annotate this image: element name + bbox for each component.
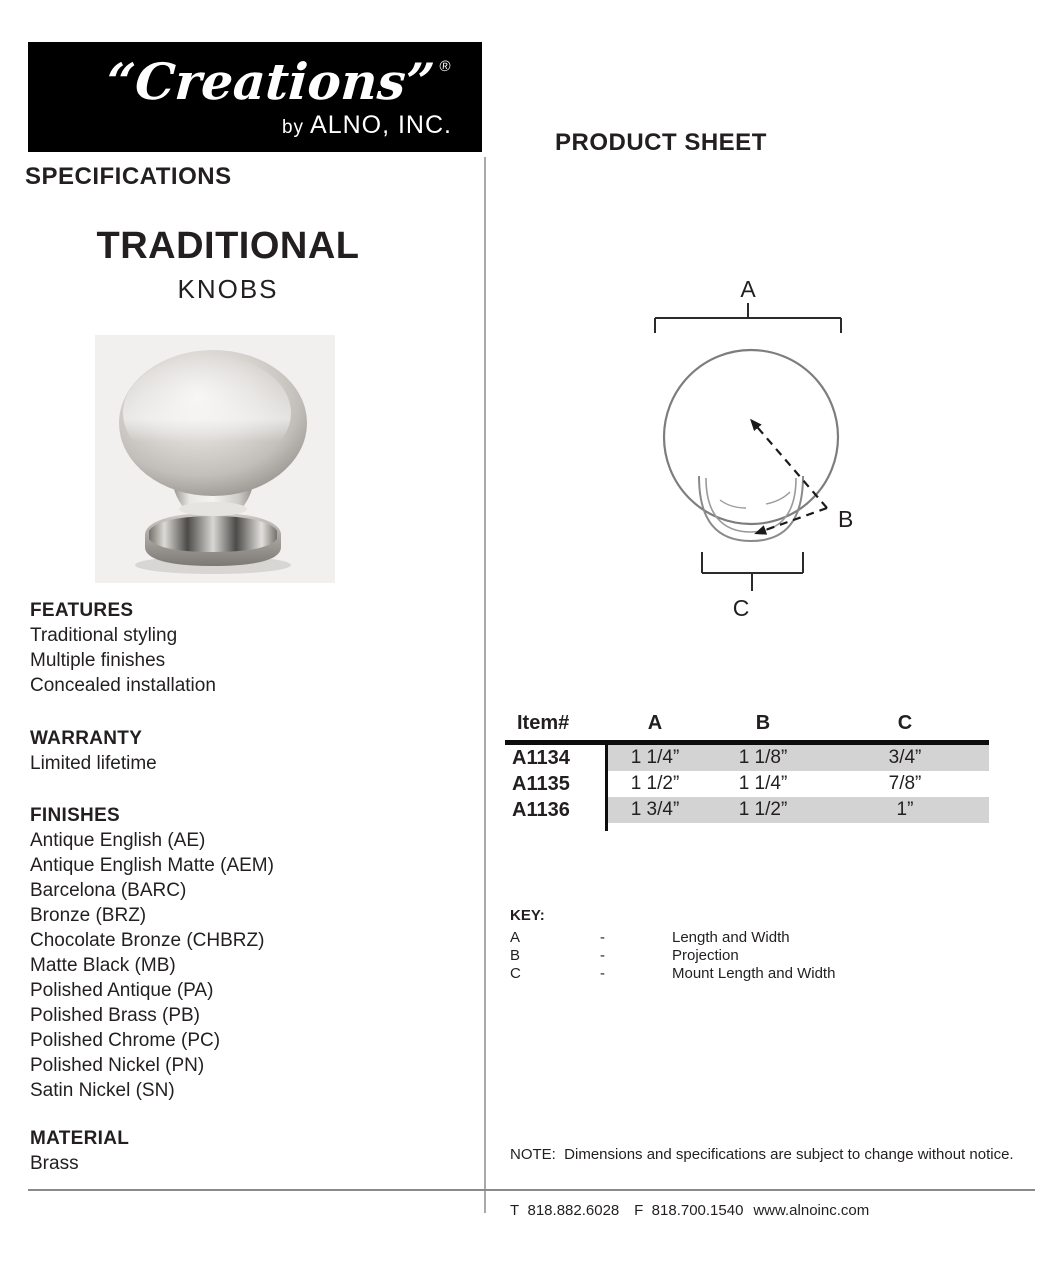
item-number: A1135 <box>512 773 570 795</box>
dim-a-value: 1 3/4” <box>630 799 680 820</box>
knob-photo-illustration <box>95 335 335 583</box>
registered-trademark-symbol: ® <box>438 58 452 75</box>
finish-item: Matte Black (MB) <box>30 955 176 976</box>
features-item: Traditional styling <box>30 625 178 646</box>
logo-wordmark: “Creations” <box>104 52 437 111</box>
warranty-section <box>30 726 460 776</box>
knob-top-highlight <box>123 355 291 471</box>
key-letter: A <box>510 929 521 946</box>
finish-item: Polished Chrome (PC) <box>30 1030 221 1051</box>
finish-item: Satin Nickel (SN) <box>30 1080 175 1101</box>
key-letter: B <box>510 947 521 964</box>
diagram-label-a: A <box>740 276 756 302</box>
footer-rule <box>28 1189 1035 1191</box>
column-divider-line <box>484 157 486 1213</box>
finish-item: Polished Brass (PB) <box>30 1005 201 1026</box>
finish-item: Polished Antique (PA) <box>30 980 214 1001</box>
finish-item: Bronze (BRZ) <box>30 905 147 926</box>
key-description: Projection <box>672 947 739 964</box>
finishes-title: FINISHES <box>30 805 121 826</box>
footer-website: www.alnoinc.com <box>753 1202 870 1219</box>
dimension-diagram-drawing <box>620 262 940 628</box>
product-family-title: TRADITIONAL <box>96 225 360 267</box>
creations-logo <box>28 42 482 152</box>
item-number: A1134 <box>512 747 570 769</box>
dim-b-value: 1 1/4” <box>738 773 788 794</box>
knob-top-outline <box>664 350 838 524</box>
logo-script-text <box>96 52 460 111</box>
table-header-c: C <box>897 712 913 734</box>
finish-item: Antique English (AE) <box>30 830 206 851</box>
key-description: Length and Width <box>672 929 790 946</box>
table-row <box>505 745 989 771</box>
diagram-label-c: C <box>732 595 750 621</box>
table-row <box>505 797 989 823</box>
warranty-item: Limited lifetime <box>30 753 157 774</box>
key-row <box>510 947 970 965</box>
finish-item: Polished Nickel (PN) <box>30 1055 205 1076</box>
logo-by-text: by <box>281 117 305 138</box>
key-dash: - <box>600 947 605 964</box>
knob-stem-ring <box>179 502 247 516</box>
material-title: MATERIAL <box>30 1128 130 1149</box>
table-row <box>505 771 989 797</box>
logo-company-name: ALNO, INC. <box>310 111 452 139</box>
logo-byline <box>282 111 452 140</box>
table-header-item: Item# <box>517 712 570 734</box>
finish-item: Antique English Matte (AEM) <box>30 855 274 876</box>
table-header-a: A <box>647 712 663 734</box>
dim-c-value: 7/8” <box>888 773 922 794</box>
product-title-block <box>28 225 428 305</box>
specifications-heading: SPECIFICATIONS <box>25 163 232 190</box>
features-section <box>30 598 460 698</box>
footer-phone: T 818.882.6028 <box>510 1202 620 1219</box>
finish-item: Chocolate Bronze (CHBRZ) <box>30 930 265 951</box>
size-table <box>505 710 989 832</box>
key-dash: - <box>600 929 605 946</box>
dim-c-value: 3/4” <box>888 747 922 768</box>
features-title: FEATURES <box>30 600 134 621</box>
footer-fax: F 818.700.1540 <box>634 1202 744 1219</box>
dim-a-value: 1 1/4” <box>630 747 680 768</box>
key-row <box>510 929 970 947</box>
dimension-diagram <box>620 262 940 628</box>
knob-base-reflections <box>149 516 277 552</box>
dim-c-value: 1” <box>896 799 914 820</box>
key-row <box>510 965 970 983</box>
dim-a-value: 1 1/2” <box>630 773 680 794</box>
table-header-b: B <box>755 712 771 734</box>
features-item: Multiple finishes <box>30 650 166 671</box>
key-description: Mount Length and Width <box>672 965 836 982</box>
material-item: Brass <box>30 1153 79 1174</box>
finishes-section <box>30 803 460 1103</box>
dim-b-value: 1 1/8” <box>738 747 788 768</box>
material-section <box>30 1126 460 1176</box>
product-sheet-heading: PRODUCT SHEET <box>555 129 767 156</box>
footer-contact <box>510 1202 869 1219</box>
key-dash: - <box>600 965 605 982</box>
knob-product-photo <box>95 335 335 583</box>
key-letter: C <box>510 965 521 982</box>
dim-b-value: 1 1/2” <box>738 799 788 820</box>
key-title: KEY: <box>510 907 545 924</box>
finish-item: Barcelona (BARC) <box>30 880 187 901</box>
key-legend <box>510 906 970 983</box>
warranty-title: WARRANTY <box>30 728 143 749</box>
item-number: A1136 <box>512 799 570 821</box>
disclaimer-note: NOTE: Dimensions and specifications are subject to change without notice. <box>510 1146 1014 1163</box>
diagram-label-b: B <box>838 506 854 532</box>
features-item: Concealed installation <box>30 675 216 696</box>
product-type-subtitle: KNOBS <box>177 274 279 304</box>
